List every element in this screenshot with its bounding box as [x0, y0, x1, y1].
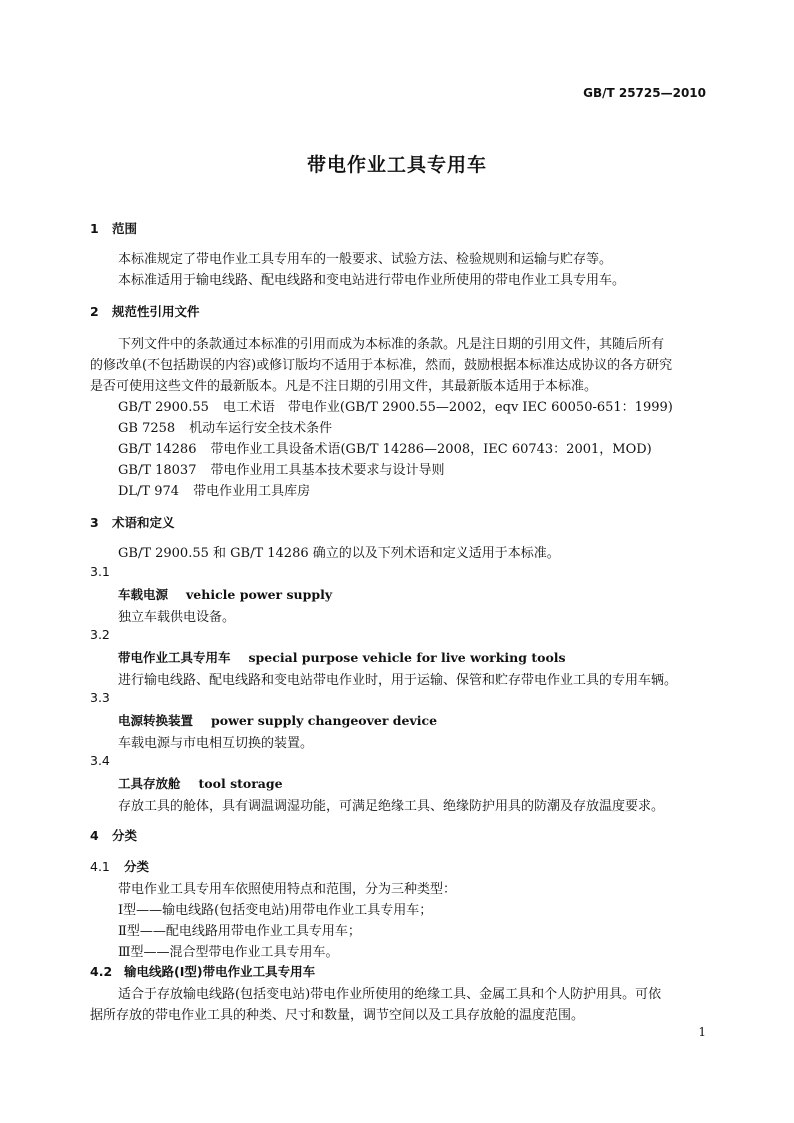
paragraph: 本标准规定了带电作业工具专用车的一般要求、试验方法、检验规则和运输与贮存等。	[118, 252, 613, 267]
reference-title: 带电作业用工具库房	[193, 484, 311, 499]
paragraph-line: 据所存放的带电作业工具的种类、尺寸和数量，调节空间以及工具存放舱的温度范围。	[90, 1008, 585, 1023]
term-heading	[118, 774, 283, 792]
reference-title: 带电作业工具设备术语(GB/T 14286—2008，IEC 60743：2001，MOD)	[210, 442, 652, 457]
term-definition: 存放工具的舱体，具有调温调湿功能，可满足绝缘工具、绝缘防护用具的防潮及存放温度要求。	[118, 799, 665, 814]
section-number: 2	[90, 304, 99, 319]
subsection-heading	[90, 962, 315, 980]
paragraph: 带电作业工具专用车依照使用特点和范围，分为三种类型：	[118, 882, 457, 897]
paragraph-line: 是否可使用这些文件的最新版本。凡是不注日期的引用文件，其最新版本适用于本标准。	[90, 379, 598, 394]
term-english: tool storage	[198, 776, 283, 791]
term-chinese: 带电作业工具专用车	[118, 650, 231, 665]
term-number: 3.1	[90, 564, 110, 579]
subsection-number: 4.2	[90, 964, 113, 979]
subsection-heading	[90, 857, 149, 875]
reference-item	[118, 396, 673, 415]
section-title: 术语和定义	[112, 515, 175, 530]
paragraph-line: 下列文件中的条款通过本标准的引用而成为本标准的条款。凡是注日期的引用文件，其随后所有	[118, 337, 665, 352]
term-english: vehicle power supply	[186, 587, 333, 602]
section-number: 1	[90, 221, 99, 236]
page-title: 带电作业工具专用车	[306, 154, 487, 176]
reference-item	[118, 459, 445, 478]
reference-code: GB/T 14286	[118, 442, 197, 457]
term-english: power supply changeover device	[211, 713, 438, 728]
section-title: 规范性引用文件	[112, 304, 200, 319]
reference-title: 带电作业用工具基本技术要求与设计导则	[210, 463, 445, 478]
type-item: Ⅱ型——配电线路用带电作业工具专用车；	[118, 924, 361, 939]
reference-title: 机动车运行安全技术条件	[189, 421, 333, 436]
paragraph-line: 的修改单(不包括勘误的内容)或修订版均不适用于本标准，然而，鼓励根据本标准达成协议的各方研究	[90, 358, 673, 373]
reference-code: DL/T 974	[118, 484, 180, 499]
term-definition: 独立车载供电设备。	[118, 610, 236, 625]
term-definition: 进行输电线路、配电线路和变电站带电作业时，用于运输、保管和贮存带电作业工具的专用车辆。	[118, 673, 678, 688]
term-number: 3.4	[90, 753, 110, 768]
section-2-heading	[90, 302, 200, 320]
reference-code: GB/T 18037	[118, 463, 197, 478]
term-heading	[118, 585, 332, 603]
term-chinese: 工具存放舱	[118, 776, 181, 791]
section-title: 分类	[112, 828, 138, 843]
section-title: 范围	[112, 221, 138, 236]
term-chinese: 车载电源	[118, 587, 169, 602]
term-heading	[118, 711, 437, 729]
term-english: special purpose vehicle for live working tools	[248, 650, 566, 665]
paragraph: 本标准适用于输电线路、配电线路和变电站进行带电作业所使用的带电作业工具专用车。	[118, 273, 626, 288]
reference-title: 电工术语 带电作业(GB/T 2900.55—2002，eqv IEC 60050-651：1999)	[222, 400, 673, 415]
section-3-heading	[90, 513, 175, 531]
paragraph: GB/T 2900.55 和 GB/T 14286 确立的以及下列术语和定义适用于本标准。	[118, 546, 560, 561]
page-number: 1	[698, 1025, 706, 1039]
reference-item	[118, 438, 652, 457]
paragraph-line: 适合于存放输电线路(包括变电站)带电作业所使用的绝缘工具、金属工具和个人防护用具。可依	[118, 987, 662, 1002]
term-number: 3.2	[90, 627, 110, 642]
term-number: 3.3	[90, 690, 110, 705]
section-1-heading	[90, 219, 137, 237]
section-number: 3	[90, 515, 99, 530]
section-number: 4	[90, 828, 99, 843]
type-item: Ⅰ型——输电线路(包括变电站)用带电作业工具专用车；	[118, 903, 433, 918]
reference-code: GB 7258	[118, 421, 176, 436]
term-definition: 车载电源与市电相互切换的装置。	[118, 736, 314, 751]
standard-number: GB/T 25725—2010	[583, 86, 706, 100]
subsection-number: 4.1	[90, 859, 110, 874]
subsection-title: 分类	[124, 859, 150, 874]
reference-code: GB/T 2900.55	[118, 400, 209, 415]
subsection-title: 输电线路(Ⅰ型)带电作业工具专用车	[124, 964, 316, 979]
term-chinese: 电源转换装置	[118, 713, 194, 728]
reference-item	[118, 417, 332, 436]
term-heading	[118, 648, 566, 666]
section-4-heading	[90, 826, 137, 844]
reference-item	[118, 480, 310, 499]
type-item: Ⅲ型——混合型带电作业工具专用车。	[118, 945, 339, 960]
